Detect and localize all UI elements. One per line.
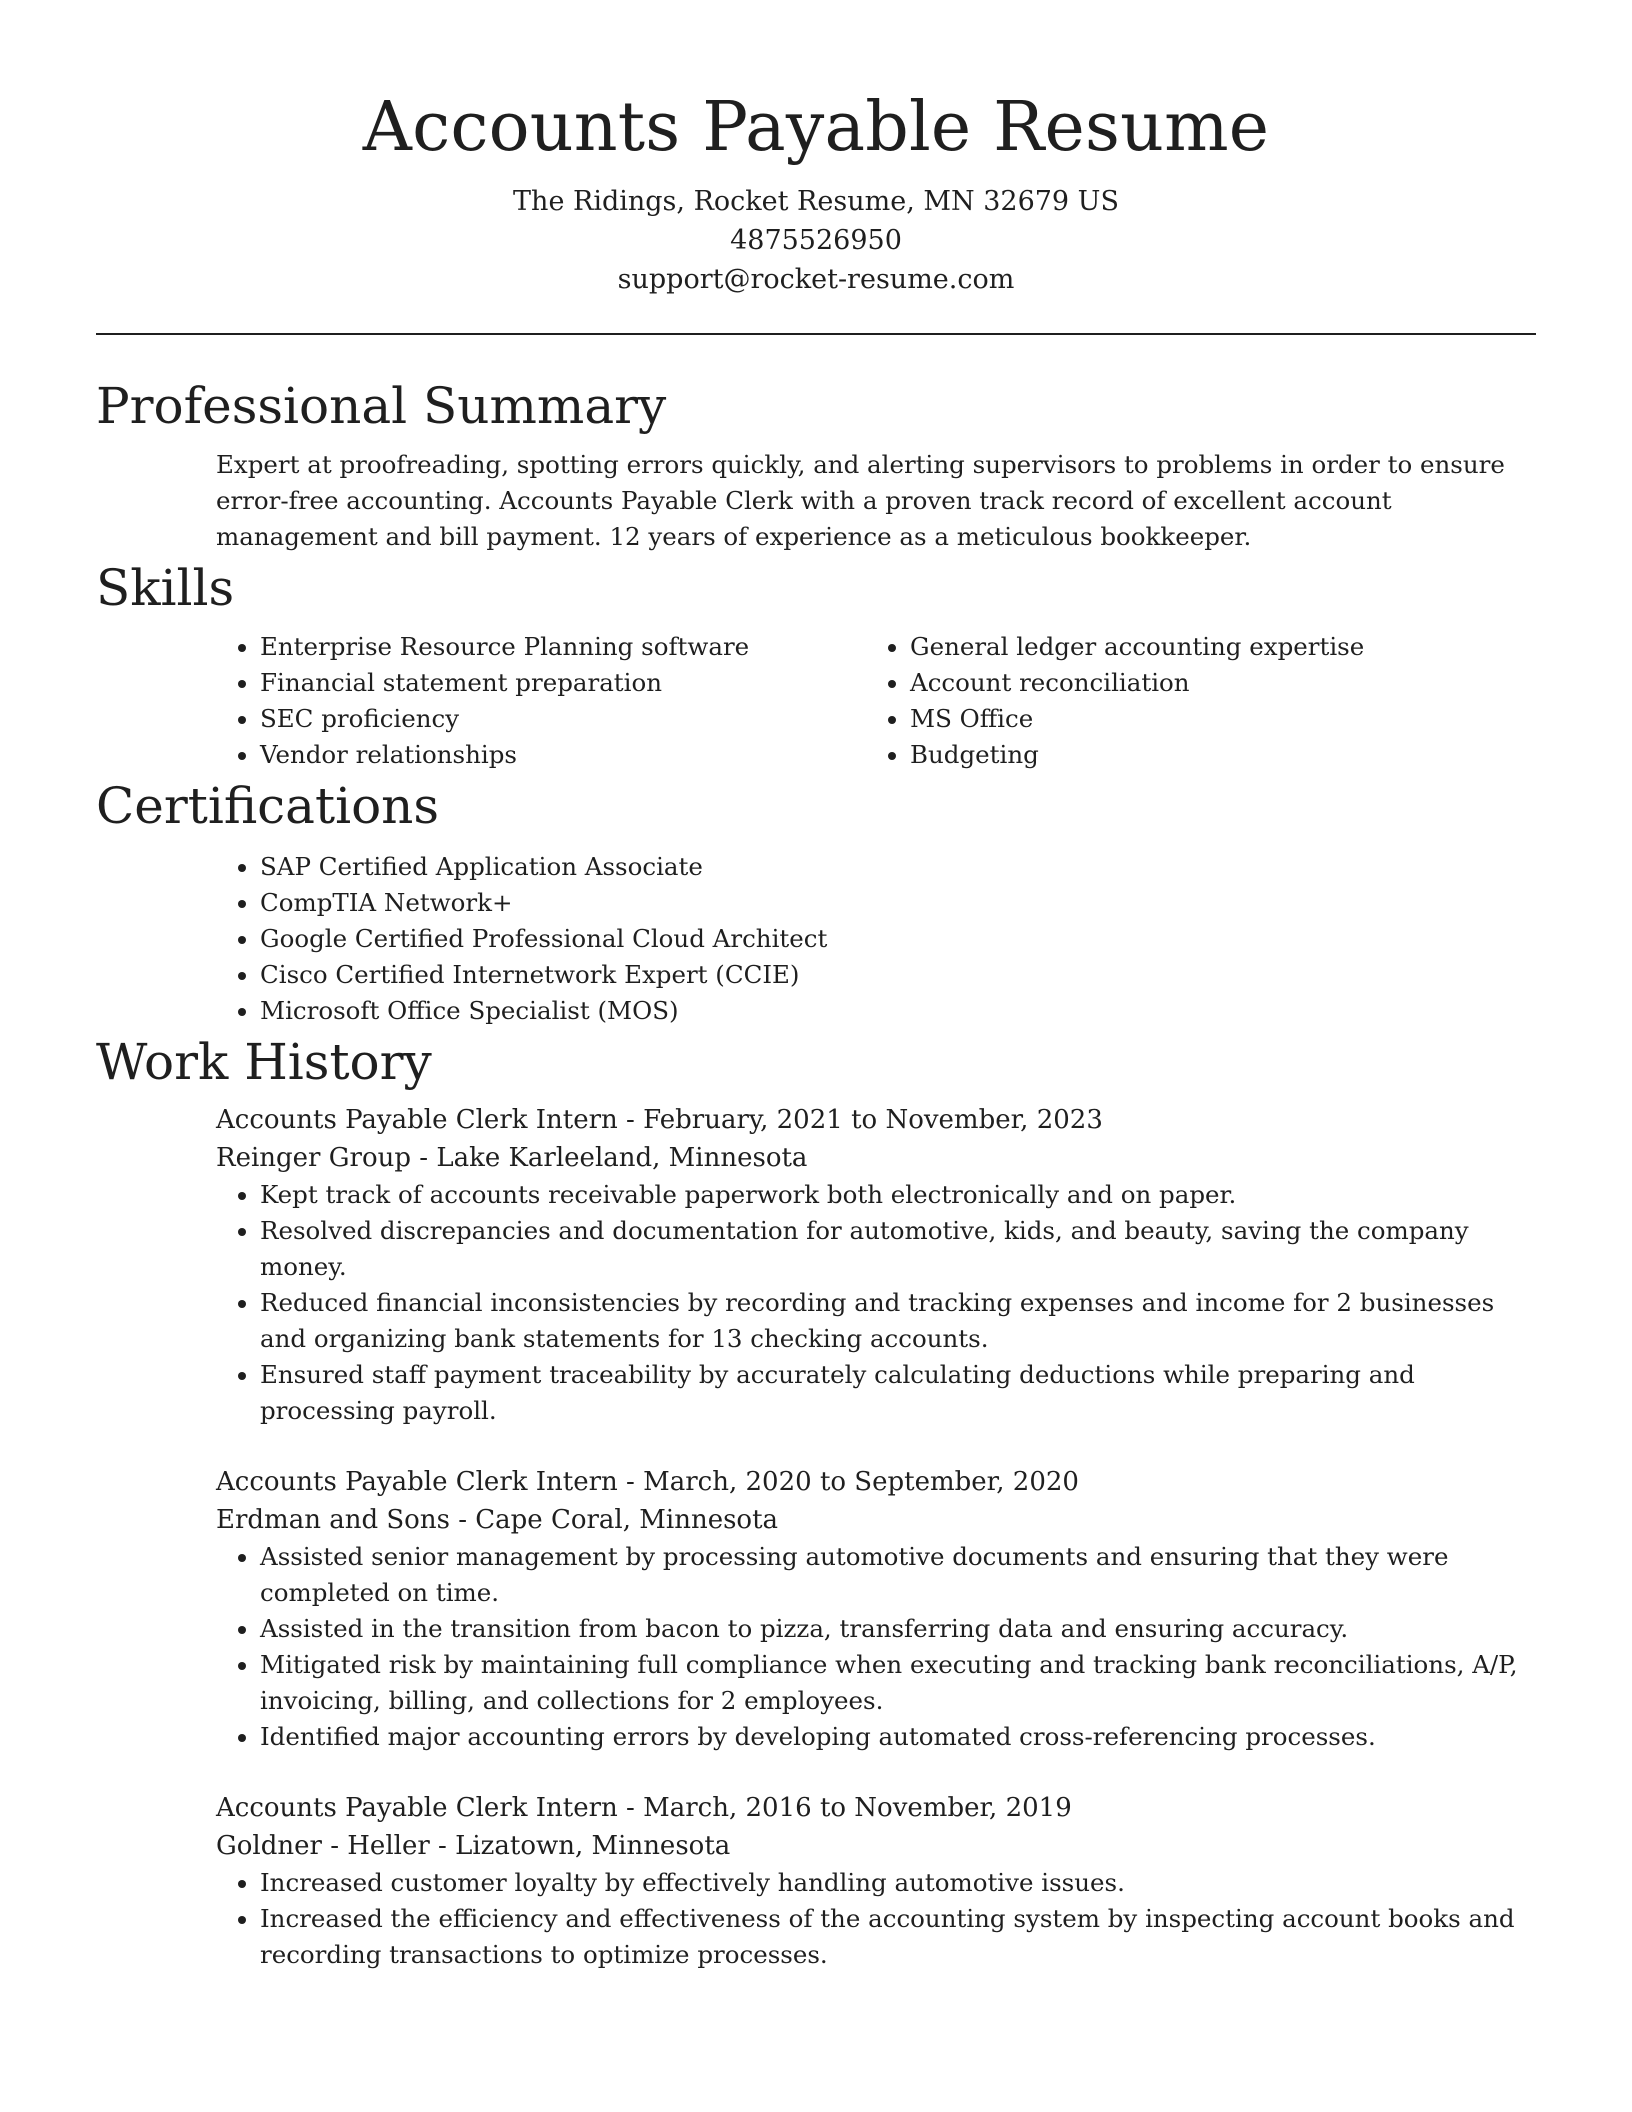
skill-item: • General ledger accounting expertise: [910, 629, 1516, 665]
job-company-line: Erdman and Sons - Cape Coral, Minnesota: [216, 1505, 779, 1535]
job-bullets: [216, 1865, 1536, 1973]
job-dates: March, 2020 to September, 2020: [643, 1467, 1079, 1497]
job-bullet: • Increased the efficiency and effectiveness of the accounting system by inspecting account books and recording transactions to optimize processes.: [260, 1901, 1536, 1973]
skills-section: [216, 629, 1536, 773]
header-divider: [96, 333, 1536, 335]
job-location: Cape Coral, Minnesota: [475, 1505, 779, 1535]
skill-item: • MS Office: [910, 701, 1516, 737]
job-entry: [216, 1789, 1536, 1973]
job-bullet: • Kept track of accounts receivable paperwork both electronically and on paper.: [260, 1177, 1536, 1213]
job-bullet: • Resolved discrepancies and documentation for automotive, kids, and beauty, saving the company money.: [260, 1213, 1536, 1285]
job-title: Accounts Payable Clerk Intern: [216, 1467, 618, 1497]
job-title-line: Accounts Payable Clerk Intern - February, 2021 to November, 2023: [216, 1105, 1103, 1135]
skills-list-right: [866, 629, 1516, 773]
job-title-line: Accounts Payable Clerk Intern - March, 2020 to September, 2020: [216, 1467, 1079, 1497]
job-entry: [216, 1101, 1536, 1429]
certification-item: • Microsoft Office Specialist (MOS): [260, 993, 1536, 1029]
skill-item: • Enterprise Resource Planning software: [260, 629, 866, 665]
summary-section: [216, 447, 1536, 555]
job-dates: March, 2016 to November, 2019: [643, 1793, 1072, 1823]
contact-address: The Ridings, Rocket Resume, MN 32679 US: [513, 186, 1119, 217]
job-bullet: • Ensured staff payment traceability by accurately calculating deductions while preparing and processing payroll.: [260, 1357, 1536, 1429]
job-bullet: • Assisted senior management by processing automotive documents and ensuring that they were completed on time.: [260, 1539, 1536, 1611]
resume-title: Accounts Payable Resume: [362, 88, 1270, 167]
skills-heading: Skills: [96, 559, 235, 617]
contact-phone: 4875526950: [730, 225, 902, 256]
job-bullet: • Identified major accounting errors by developing automated cross-referencing processes.: [260, 1719, 1536, 1755]
job-title: Accounts Payable Clerk Intern: [216, 1105, 618, 1135]
work-history-heading: Work History: [96, 1033, 432, 1091]
job-bullet: • Reduced financial inconsistencies by recording and tracking expenses and income for 2 businesses and organizing bank statements for 13 checking accounts.: [260, 1285, 1536, 1357]
job-dates: February, 2021 to November, 2023: [643, 1105, 1103, 1135]
summary-heading: Professional Summary: [96, 377, 667, 435]
skill-item: • SEC proficiency: [260, 701, 866, 737]
skills-list-left: [216, 629, 866, 773]
contact-email: support@rocket-resume.com: [617, 264, 1015, 295]
job-entry: [216, 1463, 1536, 1755]
certification-item: • SAP Certified Application Associate: [260, 849, 1536, 885]
job-bullets: [216, 1539, 1536, 1755]
job-bullet: • Increased customer loyalty by effectively handling automotive issues.: [260, 1865, 1536, 1901]
job-location: Lizatown, Minnesota: [455, 1831, 731, 1861]
certifications-list: [216, 849, 1536, 1029]
certifications-section: [216, 849, 1536, 1029]
job-company: Goldner - Heller: [216, 1831, 430, 1861]
job-bullets: [216, 1177, 1536, 1429]
skill-item: • Account reconciliation: [910, 665, 1516, 701]
job-title-line: Accounts Payable Clerk Intern - March, 2016 to November, 2019: [216, 1793, 1072, 1823]
job-company: Erdman and Sons: [216, 1505, 450, 1535]
job-bullet: • Assisted in the transition from bacon to pizza, transferring data and ensuring accuracy.: [260, 1611, 1536, 1647]
certification-item: • Google Certified Professional Cloud Architect: [260, 921, 1536, 957]
job-company-line: Reinger Group - Lake Karleeland, Minnesota: [216, 1143, 808, 1173]
skill-item: • Budgeting: [910, 737, 1516, 773]
job-location: Lake Karleeland, Minnesota: [436, 1143, 808, 1173]
certifications-heading: Certifications: [96, 777, 440, 835]
skill-item: • Financial statement preparation: [260, 665, 866, 701]
skill-item: • Vendor relationships: [260, 737, 866, 773]
skills-column-right: [866, 629, 1516, 773]
skills-column-left: [216, 629, 866, 773]
summary-text: Expert at proofreading, spotting errors quickly, and alerting supervisors to problems in order to ensure error-free accounting. Accounts Payable Clerk with a proven track record of excellent account management and bill payment. 12 years of experience as a meticulous bookkeeper.: [216, 450, 1505, 551]
certification-item: • CompTIA Network+: [260, 885, 1536, 921]
contact-block: [96, 182, 1536, 299]
resume-header: [96, 0, 1536, 299]
job-company: Reinger Group: [216, 1143, 411, 1173]
job-bullet: • Mitigated risk by maintaining full compliance when executing and tracking bank reconciliations, A/P, invoicing, billing, and collections for 2 employees.: [260, 1647, 1536, 1719]
certification-item: • Cisco Certified Internetwork Expert (CCIE): [260, 957, 1536, 993]
job-company-line: Goldner - Heller - Lizatown, Minnesota: [216, 1831, 731, 1861]
job-title: Accounts Payable Clerk Intern: [216, 1793, 618, 1823]
